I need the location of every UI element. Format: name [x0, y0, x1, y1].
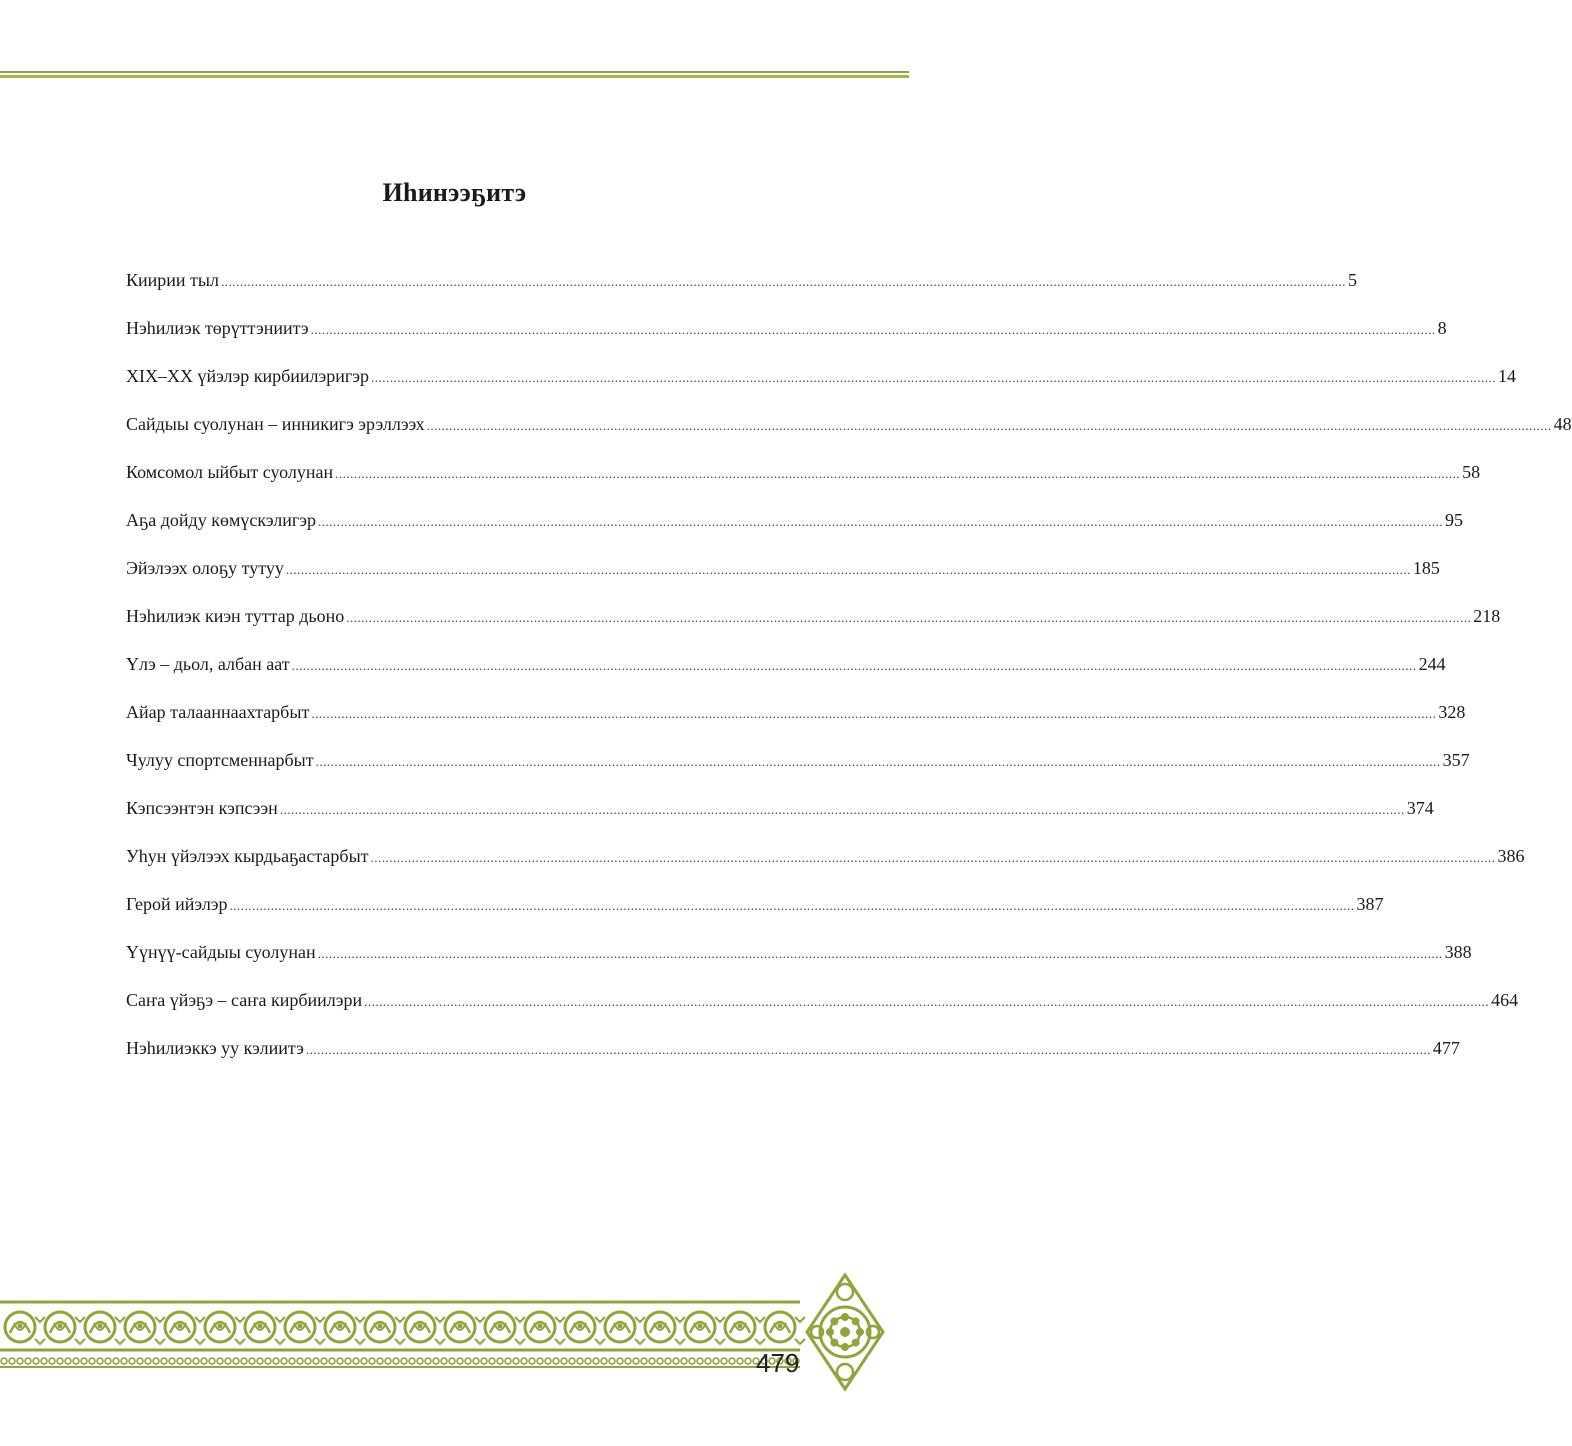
- toc-entry-page: 388: [1444, 942, 1472, 962]
- toc-entry-title: Аҕа дойду көмүскэлигэр: [126, 510, 316, 530]
- toc-entry: [126, 1024, 1460, 1072]
- toc-entry-page: 185: [1412, 558, 1440, 578]
- toc-entry-page: 357: [1442, 750, 1470, 770]
- toc-entry-page: 328: [1438, 702, 1466, 722]
- toc-entry-title: Герой ийэлэр: [126, 894, 228, 914]
- table-of-contents: [126, 256, 1572, 1072]
- toc-entry: [126, 496, 1463, 544]
- toc-entry-title: Эйэлээх олоҕу тутуу: [126, 558, 284, 578]
- toc-entry: [126, 832, 1525, 880]
- toc-entry-title: Нэһилиэккэ уу кэлиитэ: [126, 1038, 304, 1058]
- toc-entry-page: 14: [1497, 366, 1516, 386]
- toc-entry: [126, 544, 1440, 592]
- toc-entry-page: 244: [1418, 654, 1446, 674]
- dot-leader: ............................................................................................................................................................................................................................................................................................................: [220, 274, 1346, 289]
- dot-leader: ............................................................................................................................................................................................................................................................................................................: [315, 754, 1441, 769]
- toc-entry-title: Нэһилиэк киэн туттар дьоно: [126, 606, 345, 626]
- page-title: Иһинээҕитэ: [382, 178, 527, 207]
- toc-entry: [126, 304, 1447, 352]
- dot-leader: ............................................................................................................................................................................................................................................................................................................: [285, 562, 1411, 577]
- dot-leader: ............................................................................................................................................................................................................................................................................................................: [317, 946, 1443, 961]
- toc-entry-page: 477: [1432, 1038, 1460, 1058]
- toc-entry-page: 386: [1497, 846, 1525, 866]
- toc-entry-title: Киирии тыл: [126, 270, 219, 290]
- dot-leader: ............................................................................................................................................................................................................................................................................................................: [370, 850, 1496, 865]
- toc-entry: [126, 928, 1472, 976]
- toc-entry-page: 58: [1462, 462, 1481, 482]
- dot-leader: ............................................................................................................................................................................................................................................................................................................: [291, 658, 1417, 673]
- dot-leader: ............................................................................................................................................................................................................................................................................................................: [335, 466, 1461, 481]
- dot-leader: ............................................................................................................................................................................................................................................................................................................: [346, 610, 1472, 625]
- dot-leader: ............................................................................................................................................................................................................................................................................................................: [305, 1042, 1431, 1057]
- dot-leader: ............................................................................................................................................................................................................................................................................................................: [310, 322, 1436, 337]
- toc-entry-page: 8: [1437, 318, 1447, 338]
- toc-entry-title: Айар талааннаахтарбыт: [126, 702, 310, 722]
- dot-leader: ............................................................................................................................................................................................................................................................................................................: [279, 802, 1405, 817]
- toc-entry: [126, 688, 1466, 736]
- dot-leader: ............................................................................................................................................................................................................................................................................................................: [317, 514, 1443, 529]
- toc-entry-title: Уһун үйэлээх кырдьаҕастарбыт: [126, 846, 369, 866]
- toc-entry-page: 387: [1356, 894, 1384, 914]
- toc-entry: [126, 736, 1470, 784]
- dot-leader: ............................................................................................................................................................................................................................................................................................................: [370, 370, 1496, 385]
- toc-entry-title: XIX–XX үйэлэр кирбиилэригэр: [126, 366, 369, 386]
- toc-entry: [126, 880, 1384, 928]
- toc-entry-page: 464: [1491, 990, 1519, 1010]
- toc-entry-page: 95: [1444, 510, 1463, 530]
- toc-entry-title: Үүнүү-сайдыы суолунан: [126, 942, 316, 962]
- toc-entry: [126, 592, 1501, 640]
- toc-entry-page: 218: [1473, 606, 1501, 626]
- toc-entry: [126, 976, 1519, 1024]
- toc-entry-title: Саҥа үйэҕэ – саҥа кирбиилэри: [126, 990, 363, 1010]
- toc-entry-page: 5: [1347, 270, 1357, 290]
- toc-entry: [126, 784, 1434, 832]
- dot-leader: ............................................................................................................................................................................................................................................................................................................: [364, 994, 1490, 1009]
- toc-entry: [126, 640, 1446, 688]
- toc-entry-title: Чулуу спортсменнарбыт: [126, 750, 314, 770]
- dot-leader: ............................................................................................................................................................................................................................................................................................................: [311, 706, 1437, 721]
- toc-entry-title: Сайдыы суолунан – инникигэ эрэллээх: [126, 414, 425, 434]
- toc-entry-title: Үлэ – дьол, албан аат: [126, 654, 290, 674]
- dot-leader: ............................................................................................................................................................................................................................................................................................................: [426, 418, 1552, 433]
- toc-entry-title: Нэһилиэк төрүттэниитэ: [126, 318, 309, 338]
- toc-entry: [126, 256, 1357, 304]
- toc-entry-page: 48: [1553, 414, 1572, 434]
- toc-entry: [126, 448, 1481, 496]
- toc-entry: [126, 352, 1516, 400]
- toc-entry-title: Кэпсээнтэн кэпсээн: [126, 798, 278, 818]
- toc-entry-title: Комсомол ыйбыт суолунан: [126, 462, 334, 482]
- dot-leader: ............................................................................................................................................................................................................................................................................................................: [229, 898, 1355, 913]
- toc-entry: [126, 400, 1572, 448]
- toc-entry-page: 374: [1406, 798, 1434, 818]
- page-number: 479: [756, 1348, 800, 1378]
- top-decorative-rule: [0, 71, 909, 79]
